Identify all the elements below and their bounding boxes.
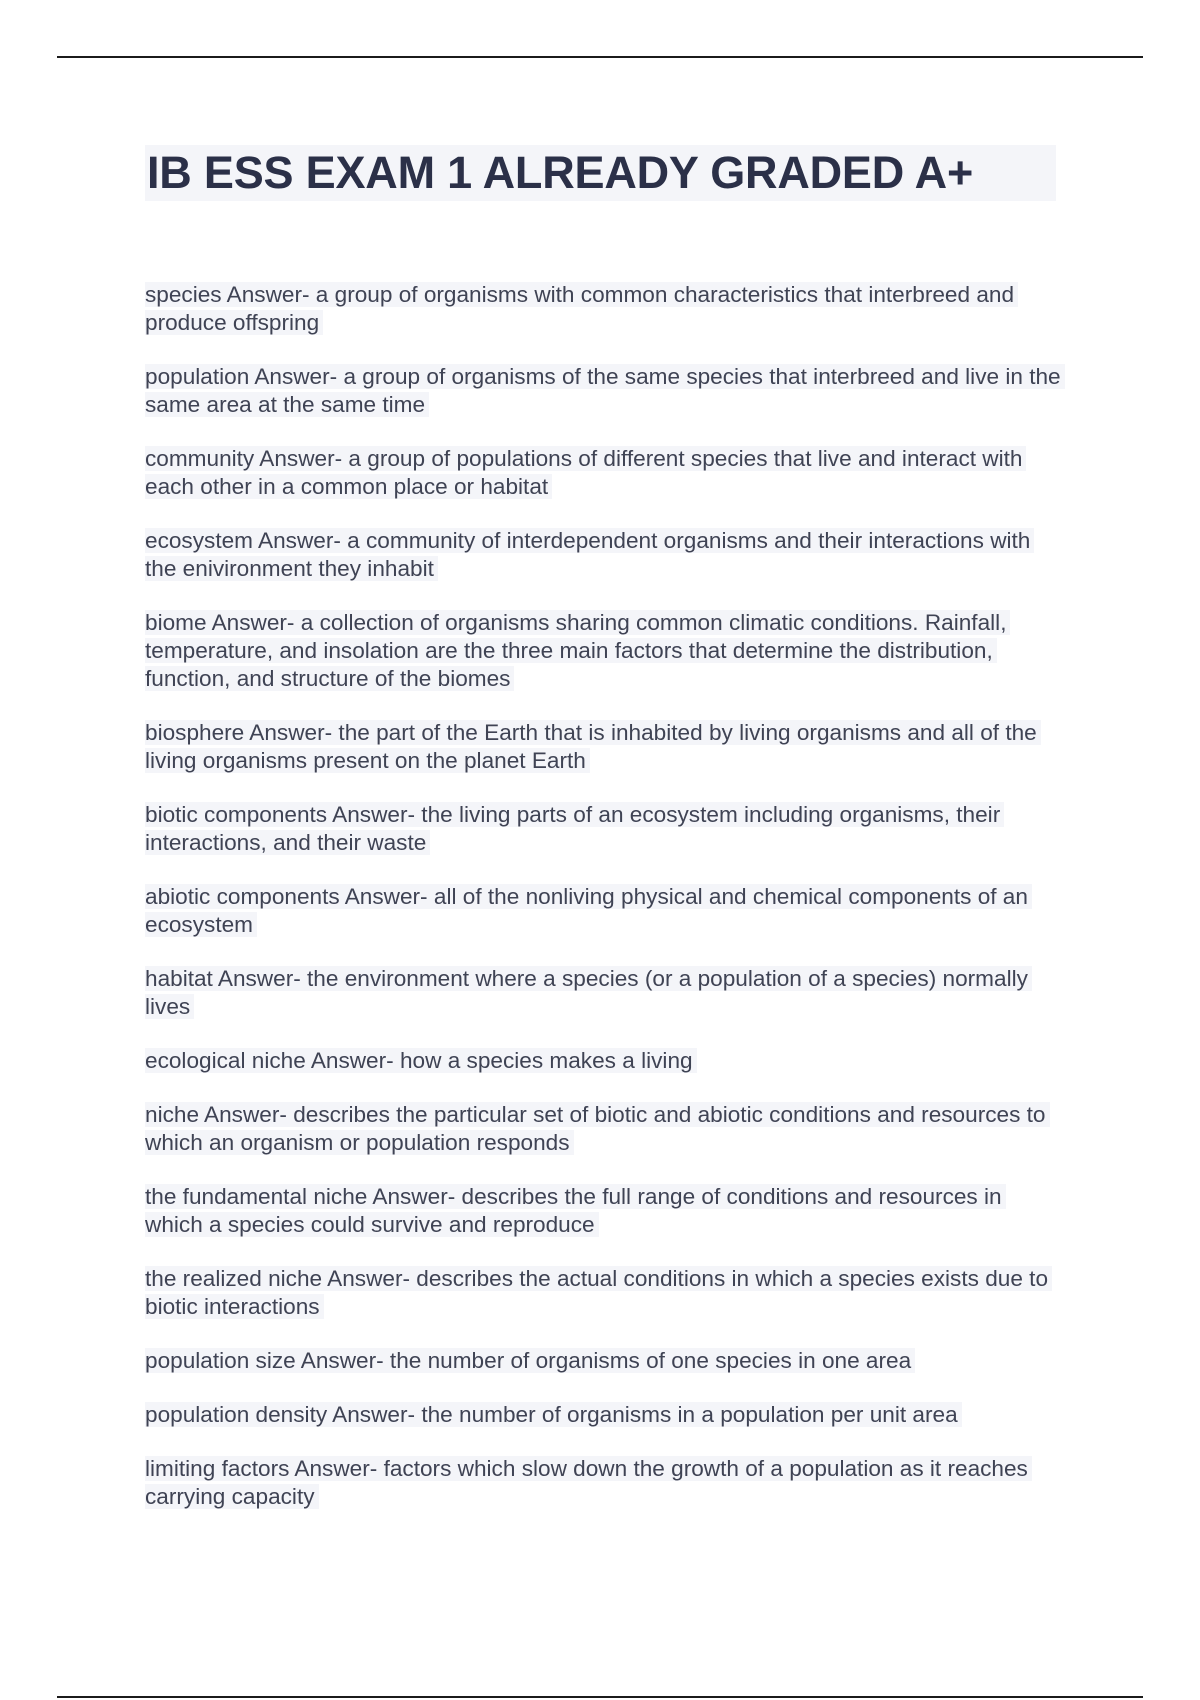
entry-text	[145, 1456, 1032, 1509]
answer-prefix: Answer-	[204, 1102, 287, 1127]
flashcard-entry	[145, 1101, 1065, 1157]
document-title: IB ESS EXAM 1 ALREADY GRADED A+	[145, 145, 1056, 201]
entry-term: limiting factors	[145, 1456, 290, 1481]
answer-prefix: Answer-	[332, 1402, 416, 1427]
answer-prefix: Answer-	[332, 802, 416, 827]
entry-text	[145, 528, 1034, 581]
entry-answer: the part of the Earth that is inhabited by living organisms and all of the living organisms present on the planet Earth	[145, 720, 1037, 773]
entry-answer: the living parts of an ecosystem including organisms, their interactions, and their waste	[145, 802, 1001, 855]
entry-term: abiotic components	[145, 884, 340, 909]
answer-prefix: Answer-	[226, 282, 310, 307]
entry-term: niche	[145, 1102, 200, 1127]
entry-answer: all of the nonliving physical and chemical components of an ecosystem	[145, 884, 1028, 937]
flashcard-entry	[145, 801, 1065, 857]
entry-answer: a collection of organisms sharing common climatic conditions. Rainfall, temperature, and insolation are the three main factors that determine the distribution, function, and structure of the biomes	[145, 610, 1007, 691]
answer-prefix: Answer-	[259, 446, 343, 471]
entry-text	[145, 282, 1018, 335]
entry-term: ecological niche	[145, 1048, 306, 1073]
entry-answer: describes the particular set of biotic and abiotic conditions and resources to which an organism or population responds	[145, 1102, 1046, 1155]
entry-term: biotic components	[145, 802, 328, 827]
answer-prefix: Answer-	[300, 1348, 384, 1373]
entry-text	[145, 1048, 697, 1073]
flashcard-entry	[145, 1401, 1065, 1429]
flashcard-entry	[145, 527, 1065, 583]
answer-prefix: Answer-	[327, 1266, 411, 1291]
entry-text	[145, 610, 1010, 691]
flashcard-entry	[145, 1183, 1065, 1239]
entry-term: population	[145, 364, 250, 389]
entry-term: biome	[145, 610, 207, 635]
entry-answer: factors which slow down the growth of a population as it reaches carrying capacity	[145, 1456, 1028, 1509]
answer-prefix: Answer-	[372, 1184, 456, 1209]
entry-answer: the number of organisms of one species in one area	[389, 1348, 912, 1373]
entry-text	[145, 1266, 1052, 1319]
entry-text	[145, 364, 1065, 417]
entry-term: community	[145, 446, 255, 471]
entry-answer: describes the actual conditions in which a species exists due to biotic interactions	[145, 1266, 1049, 1319]
entry-term: habitat	[145, 966, 213, 991]
flashcard-entry	[145, 281, 1065, 337]
entry-term: the realized niche	[145, 1266, 323, 1291]
flashcard-entry	[145, 609, 1065, 693]
flashcard-entry	[145, 1347, 1065, 1375]
entry-term: the fundamental niche	[145, 1184, 368, 1209]
entry-text	[145, 1402, 962, 1427]
flashcard-entry	[145, 1047, 1065, 1075]
flashcard-entry	[145, 719, 1065, 775]
answer-prefix: Answer-	[258, 528, 341, 553]
entry-text	[145, 802, 1004, 855]
answer-prefix: Answer-	[249, 720, 333, 745]
flashcard-entry	[145, 1455, 1065, 1511]
entry-term: population density	[145, 1402, 328, 1427]
answer-prefix: Answer-	[254, 364, 338, 389]
entry-answer: how a species makes a living	[399, 1048, 693, 1073]
entry-text	[145, 1102, 1050, 1155]
entry-answer: a group of organisms with common characteristics that interbreed and produce offspring	[145, 282, 1015, 335]
bottom-rule	[57, 1696, 1143, 1698]
entry-answer: a community of interdependent organisms and their interactions with the enivironment they inhabit	[145, 528, 1031, 581]
entry-term: population size	[145, 1348, 296, 1373]
entry-text	[145, 446, 1026, 499]
flashcard-entry	[145, 965, 1065, 1021]
flashcard-entry	[145, 363, 1065, 419]
entry-answer: a group of organisms of the same species that interbreed and live in the same area at the same time	[145, 364, 1061, 417]
entry-answer: the number of organisms in a population per unit area	[421, 1402, 958, 1427]
flashcard-entry	[145, 1265, 1065, 1321]
flashcard-list	[145, 281, 1065, 1537]
answer-prefix: Answer-	[211, 610, 295, 635]
entry-text	[145, 1348, 915, 1373]
answer-prefix: Answer-	[294, 1456, 378, 1481]
answer-prefix: Answer-	[217, 966, 301, 991]
answer-prefix: Answer-	[344, 884, 428, 909]
entry-answer: describes the full range of conditions and resources in which a species could survive and reproduce	[145, 1184, 1002, 1237]
flashcard-entry	[145, 883, 1065, 939]
entry-text	[145, 884, 1032, 937]
entry-term: species	[145, 282, 222, 307]
entry-term: ecosystem	[145, 528, 253, 553]
entry-term: biosphere	[145, 720, 245, 745]
entry-text	[145, 720, 1041, 773]
entry-answer: the environment where a species (or a population of a species) normally lives	[145, 966, 1028, 1019]
answer-prefix: Answer-	[310, 1048, 394, 1073]
entry-text	[145, 966, 1032, 1019]
top-rule	[57, 56, 1143, 58]
entry-text	[145, 1184, 1006, 1237]
flashcard-entry	[145, 445, 1065, 501]
entry-answer: a group of populations of different species that live and interact with each other in a common place or habitat	[145, 446, 1023, 499]
